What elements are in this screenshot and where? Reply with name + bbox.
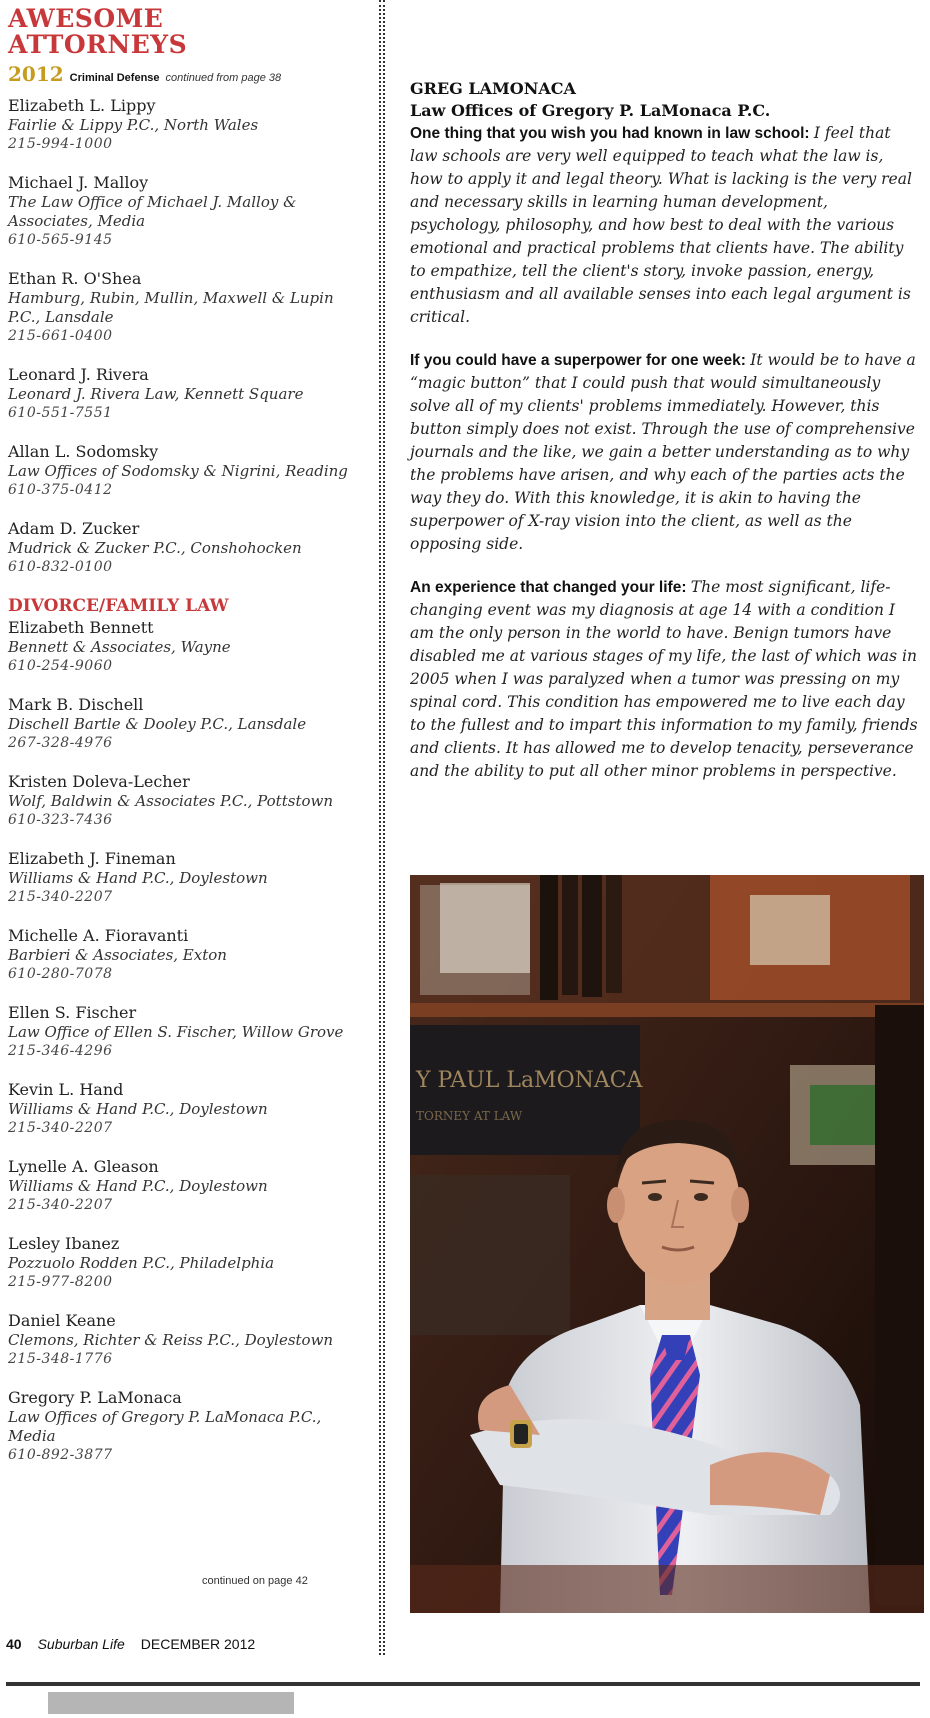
attorney-entry: [8, 618, 372, 676]
attorney-name: Daniel Keane: [8, 1311, 116, 1330]
attorney-firm: Law Offices of Gregory P. LaMonaca P.C., Media: [8, 1408, 322, 1445]
column-divider: [383, 0, 385, 1655]
attorney-name: Mark B. Dischell: [8, 695, 144, 714]
attorney-entry: [8, 695, 372, 753]
attorney-phone: 610-832-0100: [8, 559, 113, 575]
attorney-phone: 215-977-8200: [8, 1274, 113, 1290]
attorney-phone: 215-340-2207: [8, 1197, 113, 1213]
attorney-name: Leonard J. Rivera: [8, 365, 149, 384]
attorney-entry: [8, 1003, 372, 1061]
attorney-firm: Leonard J. Rivera Law, Kennett Square: [8, 385, 304, 403]
attorney-firm: Law Office of Ellen S. Fischer, Willow Grove: [8, 1023, 344, 1041]
attorney-phone: 215-994-1000: [8, 136, 113, 152]
divorce-family-list: [8, 618, 372, 1465]
attorney-firm: Fairlie & Lippy P.C., North Wales: [8, 116, 259, 134]
attorney-name: Kevin L. Hand: [8, 1080, 124, 1099]
attorney-firm: Williams & Hand P.C., Doylestown: [8, 869, 268, 887]
attorney-firm: Williams & Hand P.C., Doylestown: [8, 1177, 268, 1195]
attorney-firm: Mudrick & Zucker P.C., Conshohocken: [8, 539, 302, 557]
attorney-name: Elizabeth Bennett: [8, 618, 154, 637]
attorney-entry: [8, 1234, 372, 1292]
section-name: Criminal Defense: [69, 72, 160, 84]
attorney-firm: Law Offices of Sodomsky & Nigrini, Reading: [8, 462, 348, 480]
attorney-firm: Clemons, Richter & Reiss P.C., Doylestown: [8, 1331, 334, 1349]
qa-answer: It would be to have a “magic button” that I could push that would simultaneously solve all of my clients' problems immediately. However, this button simply does not exist. Through the use of comprehensive journals and the like, we gain a better understanding as to why the problems have arisen, and why each of the parties acts the way they do. With this knowledge, it is akin to having the superpower of X-ray vision into the client, as well as the opposing side.: [410, 351, 916, 553]
section-header: [8, 62, 372, 86]
category-heading: DIVORCE/FAMILY LAW: [8, 596, 229, 616]
attorney-firm: Hamburg, Rubin, Mullin, Maxwell & Lupin P.C., Lansdale: [8, 289, 334, 326]
attorney-name: Lynelle A. Gleason: [8, 1157, 159, 1176]
attorney-name: Elizabeth J. Fineman: [8, 849, 176, 868]
attorney-phone: 215-340-2207: [8, 889, 113, 905]
qa-question: An experience that changed your life:: [410, 579, 691, 596]
office-sign-title: TORNEY AT LAW: [416, 1109, 523, 1123]
year-label: 2012: [8, 62, 64, 86]
attorney-entry: [8, 772, 372, 830]
profile-firm: Law Offices of Gregory P. LaMonaca P.C.: [410, 101, 771, 120]
qa-block: [410, 349, 920, 556]
attorney-phone: 215-661-0400: [8, 328, 113, 344]
attorney-name: Adam D. Zucker: [8, 519, 140, 538]
page-bottom-rule: [6, 1682, 920, 1686]
attorney-entry: [8, 1157, 372, 1215]
attorney-entry: [8, 519, 372, 577]
qa-question: If you could have a superpower for one week:: [410, 352, 751, 369]
page-number: 40: [6, 1636, 22, 1652]
attorney-entry: [8, 1388, 372, 1465]
brand-line-2: ATTORNEYS: [8, 30, 188, 59]
continued-from-note: continued from page 38: [165, 72, 282, 84]
attorney-name: Gregory P. LaMonaca: [8, 1388, 182, 1407]
attorney-phone: 610-323-7436: [8, 812, 113, 828]
attorney-name: Ethan R. O'Shea: [8, 269, 142, 288]
attorney-firm: Bennett & Associates, Wayne: [8, 638, 231, 656]
attorney-name: Ellen S. Fischer: [8, 1003, 137, 1022]
qa-block: [410, 122, 920, 329]
directory-column: [0, 0, 372, 1650]
attorney-entry: [8, 365, 372, 423]
attorney-phone: 610-565-9145: [8, 232, 113, 248]
attorney-phone: 610-375-0412: [8, 482, 113, 498]
attorney-listings: [0, 86, 372, 1465]
horizontal-scrollbar-thumb[interactable]: [48, 1692, 294, 1714]
profile-name: GREG LAMONACA: [410, 79, 576, 98]
attorney-firm: Williams & Hand P.C., Doylestown: [8, 1100, 268, 1118]
attorney-phone: 610-254-9060: [8, 658, 113, 674]
attorney-entry: [8, 96, 372, 154]
attorney-name: Kristen Doleva-Lecher: [8, 772, 190, 791]
attorney-name: Michael J. Malloy: [8, 173, 149, 192]
attorney-name: Allan L. Sodomsky: [8, 442, 159, 461]
attorney-entry: [8, 442, 372, 500]
attorney-entry: [8, 173, 372, 250]
continued-on-note: continued on page 42: [202, 1575, 308, 1587]
attorney-firm: Wolf, Baldwin & Associates P.C., Pottstown: [8, 792, 333, 810]
qa-question: One thing that you wish you had known in law school:: [410, 125, 814, 142]
attorney-phone: 610-280-7078: [8, 966, 113, 982]
attorney-firm: Dischell Bartle & Dooley P.C., Lansdale: [8, 715, 307, 733]
brand-line-1: AWESOME: [8, 4, 164, 33]
attorney-firm: Pozzuolo Rodden P.C., Philadelphia: [8, 1254, 275, 1272]
qa-answer: I feel that law schools are very well equipped to teach what the law is, how to apply it and legal theory. What is lacking is the very real and necessary skills in learning human development, psychology, philosophy, and how best to deal with the various emotional and practical problems that clients have. The ability to empathize, tell the client's story, invoke passion, energy, enthusiasm and all available senses into each legal argument is critical.: [410, 124, 912, 326]
attorney-firm: The Law Office of Michael J. Malloy & Associates, Media: [8, 193, 297, 230]
attorney-phone: 610-551-7551: [8, 405, 113, 421]
attorney-firm: Barbieri & Associates, Exton: [8, 946, 227, 964]
criminal-defense-list: [8, 96, 372, 577]
profile-column: [410, 78, 920, 803]
attorney-name: Lesley Ibanez: [8, 1234, 120, 1253]
page-footer: [6, 1636, 255, 1652]
attorney-name: Michelle A. Fioravanti: [8, 926, 189, 945]
attorney-phone: 610-892-3877: [8, 1447, 113, 1463]
portrait-illustration: [410, 875, 924, 1613]
column-divider: [379, 0, 381, 1655]
attorney-entry: [8, 1311, 372, 1369]
attorney-phone: 215-348-1776: [8, 1351, 113, 1367]
attorney-entry: [8, 269, 372, 346]
qa-block: [410, 576, 920, 783]
issue-date: DECEMBER 2012: [140, 1636, 256, 1652]
attorney-phone: 215-346-4296: [8, 1043, 113, 1059]
magazine-name: Suburban Life: [37, 1636, 125, 1652]
attorney-entry: [8, 926, 372, 984]
attorney-phone: 215-340-2207: [8, 1120, 113, 1136]
qa-answer: The most significant, life-changing event was my diagnosis at age 14 with a condition I am the only person in the world to have. Benign tumors have disabled me at various stages of my life, the last of which was in 2005 when I was paralyzed when a tumor was pressing on my spinal cord. This condition has empowered me to live each day to the fullest and to impart this information to my family, friends and clients. It has allowed me to develop tenacity, perseverance and the ability to put all other minor problems in perspective.: [410, 578, 918, 780]
office-sign-name: Y PAUL LaMONACA: [416, 1068, 643, 1093]
attorney-name: Elizabeth L. Lippy: [8, 96, 156, 115]
attorney-phone: 267-328-4976: [8, 735, 113, 751]
attorney-entry: [8, 1080, 372, 1138]
attorney-portrait-photo: [410, 875, 924, 1613]
masthead: [0, 0, 372, 86]
attorney-entry: [8, 849, 372, 907]
